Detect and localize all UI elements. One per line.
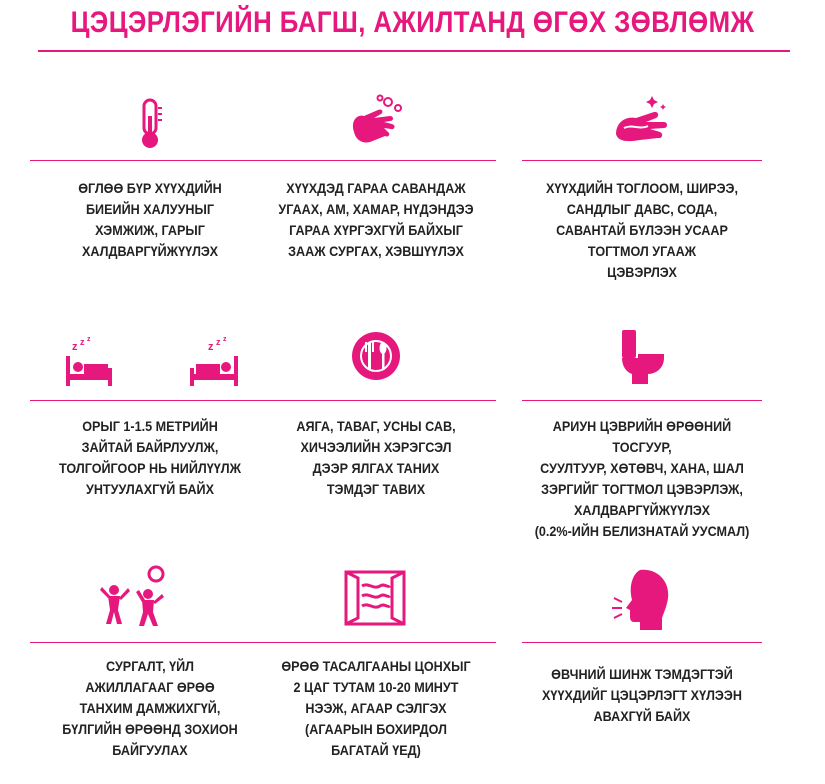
svg-text:z: z bbox=[80, 337, 85, 347]
tip-item bbox=[256, 320, 496, 540]
tip-text: ӨВЧНИЙ ШИНЖ ТЭМДЭГТЭЙ ХҮҮХДИЙГ ЦЭЦЭРЛЭГТ ХҮЛЭЭН АВАХГҮЙ БАЙХ bbox=[542, 666, 742, 724]
item-divider bbox=[256, 642, 496, 643]
tip-item bbox=[30, 320, 270, 540]
cleaning-hand-icon bbox=[610, 92, 674, 152]
tip-text: СУРГАЛТ, ҮЙЛ АЖИЛЛАГААГ ӨРӨӨ ТАНХИМ ДАМЖИХГҮЙ, БҮЛГИЙН ӨРӨӨНД ЗОХИОН БАЙГУУЛАХ bbox=[62, 658, 238, 758]
tip-item bbox=[522, 560, 762, 780]
tip-text: АЯГА, ТАВАГ, УСНЫ САВ, ХИЧЭЭЛИЙН ХЭРЭГСЭЛ ДЭЭР ЯЛГАХ ТАНИХ ТЭМДЭГ ТАВИХ bbox=[296, 418, 456, 497]
coughing-person-icon bbox=[610, 566, 676, 632]
title-divider bbox=[38, 50, 790, 52]
tip-item bbox=[30, 60, 270, 300]
svg-text:z: z bbox=[216, 337, 221, 347]
svg-text:z: z bbox=[72, 341, 78, 353]
tip-item bbox=[256, 560, 496, 780]
plate-cutlery-icon bbox=[348, 328, 404, 384]
tip-text: ӨРӨӨ ТАСАЛГААНЫ ЦОНХЫГ 2 ЦАГ ТУТАМ 10-20 МИНУТ НЭЭЖ, АГААР СЭЛГЭХ (АГААРЫН БОХИРДОЛ БАГАТАЙ ҮЕД) bbox=[281, 658, 471, 758]
tip-item bbox=[30, 560, 270, 780]
svg-text:z: z bbox=[223, 336, 227, 343]
item-divider bbox=[522, 642, 762, 643]
tip-text: ХҮҮХДИЙН ТОГЛООМ, ШИРЭЭ, САНДЛЫГ ДАВС, СОДА, САВАНТАЙ БҮЛЭЭН УСААР ТОГТМОЛ УГААЖ ЦЭВЭРЛЭХ bbox=[545, 180, 739, 280]
sleeping-beds-icon bbox=[58, 334, 248, 390]
children-playing-icon bbox=[98, 564, 188, 630]
tip-text: АРИУН ЦЭВРИЙН ӨРӨӨНИЙ ТОСГУУР, СУУЛТУУР, ХӨТӨВЧ, ХАНА, ШАЛ ЗЭРГИЙГ ТОГТМОЛ ЦЭВЭРЛЭЖ, ХАЛДВАРГҮЙЖҮҮЛЭХ (0.2%-ИЙН БЕЛИЗНАТАЙ УУСМАЛ) bbox=[534, 418, 750, 539]
svg-text:z: z bbox=[208, 341, 214, 353]
item-divider bbox=[256, 400, 496, 401]
svg-text:z: z bbox=[87, 336, 91, 343]
window-airing-icon bbox=[342, 568, 408, 628]
item-divider bbox=[30, 160, 270, 161]
tip-item bbox=[522, 320, 762, 540]
hand-washing-icon bbox=[344, 92, 408, 152]
item-divider bbox=[522, 160, 762, 161]
item-divider bbox=[30, 400, 270, 401]
tip-text: ОРЫГ 1-1.5 МЕТРИЙН ЗАЙТАЙ БАЙРЛУУЛЖ, ТОЛГОЙГООР НЬ НИЙЛҮҮЛЖ УНТУУЛАХГҮЙ БАЙХ bbox=[59, 418, 241, 497]
thermometer-icon bbox=[122, 96, 178, 152]
toilet-icon bbox=[614, 326, 670, 388]
item-divider bbox=[256, 160, 496, 161]
tip-item bbox=[522, 60, 762, 300]
tip-text: ХҮҮХДЭД ГАРАА САВАНДАЖ УГААХ, АМ, ХАМАР, НҮДЭНДЭЭ ГАРАА ХҮРГЭХГҮЙ БАЙХЫГ ЗААЖ СУРГАХ, ХЭВШҮҮЛЭХ bbox=[278, 180, 474, 259]
page-title: ЦЭЦЭРЛЭГИЙН БАГШ, АЖИЛТАНД ӨГӨХ ЗӨВЛӨМЖ bbox=[70, 6, 755, 39]
tip-item bbox=[256, 60, 496, 300]
item-divider bbox=[30, 642, 270, 643]
item-divider bbox=[522, 400, 762, 401]
tip-text: ӨГЛӨӨ БҮР ХҮҮХДИЙН БИЕИЙН ХАЛУУНЫГ ХЭМЖИЖ, ГАРЫГ ХАЛДВАРГҮЙЖҮҮЛЭХ bbox=[78, 180, 222, 259]
